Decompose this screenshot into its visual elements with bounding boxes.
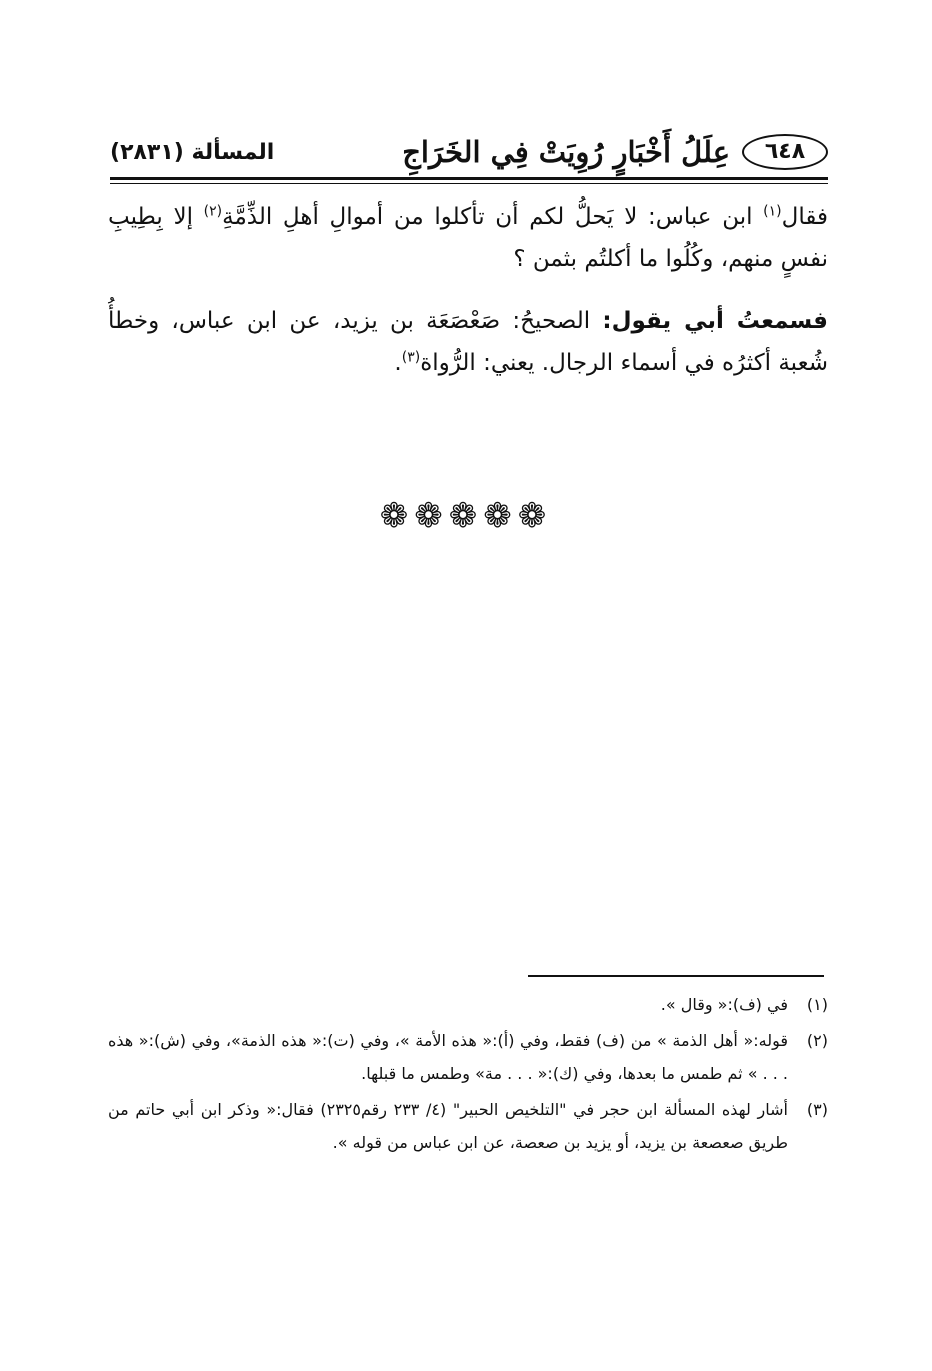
paragraph-1 xyxy=(108,196,828,280)
page-number: ٦٤٨ xyxy=(742,134,828,170)
footnote-number: (١) xyxy=(806,995,828,1014)
main-text xyxy=(108,196,828,384)
footnote-ref-2: (٢) xyxy=(203,203,223,220)
footnote-ref-1: (١) xyxy=(763,203,782,220)
footnote-text: في (ف):« وقال ». xyxy=(660,995,788,1014)
p1-part-c: إلا بِطِيبِ نفسٍ منهم، وكُلُوا ما أكلتُم بثمن ؟ xyxy=(108,204,828,272)
footnote-rule xyxy=(528,975,824,977)
paragraph-2 xyxy=(108,300,828,384)
footnotes xyxy=(108,988,828,1162)
p1-part-a: فقال xyxy=(781,204,828,230)
header-rule-thick xyxy=(110,177,828,180)
footnote-number: (٣) xyxy=(806,1100,828,1119)
book-title: عِلَلُ أَخْبَارٍ رُوِيَتْ فِي الخَرَاجِ xyxy=(402,135,730,169)
ornament-divider: ❁❁❁❁❁ xyxy=(379,496,553,536)
footnote-1 xyxy=(108,988,828,1021)
p1-part-b: ابن عباس: لا يَحلُّ لكم أن تأكلوا من أموالِ أهلِ الذِّمَّةِ xyxy=(222,204,764,230)
footnote-number: (٢) xyxy=(806,1031,828,1050)
footnote-2 xyxy=(108,1024,828,1090)
header-rule-thin xyxy=(110,183,828,184)
footnote-ref-3: (٣) xyxy=(401,349,421,366)
footnote-text: قوله:« أهل الذمة » من (ف) فقط، وفي (أ):« هذه الأمة »، وفي (ت):« هذه الذمة»، وفي (ش):« هذه . . . » ثم طمس ما بعدها، وفي (ك):« . . . مة» وطمس ما قبلها. xyxy=(108,1031,788,1083)
p2-text: الصحيحُ: صَعْصَعَة بن يزيد، عن ابن عباس، وخطأُ شُعبة أكثرُه في أسماء الرجال. يعني: الرُّواة xyxy=(108,308,828,376)
page-header xyxy=(110,132,828,174)
footnote-3 xyxy=(108,1093,828,1159)
issue-label: المسألة (٢٨٣١) xyxy=(110,140,275,165)
footnote-text: أشار لهذه المسألة ابن حجر في "التلخيص الحبير" (٤/ ٢٣٣ رقم٢٣٢٥) فقال:« وذكر ابن أبي حاتم من طريق صعصعة بن يزيد، أو يزيد بن صعصة، عن ابن عباس من قوله ». xyxy=(108,1100,788,1152)
p2-bold-lead: فسمعتُ أبي يقول: xyxy=(602,308,828,334)
p2-end: . xyxy=(394,350,402,376)
